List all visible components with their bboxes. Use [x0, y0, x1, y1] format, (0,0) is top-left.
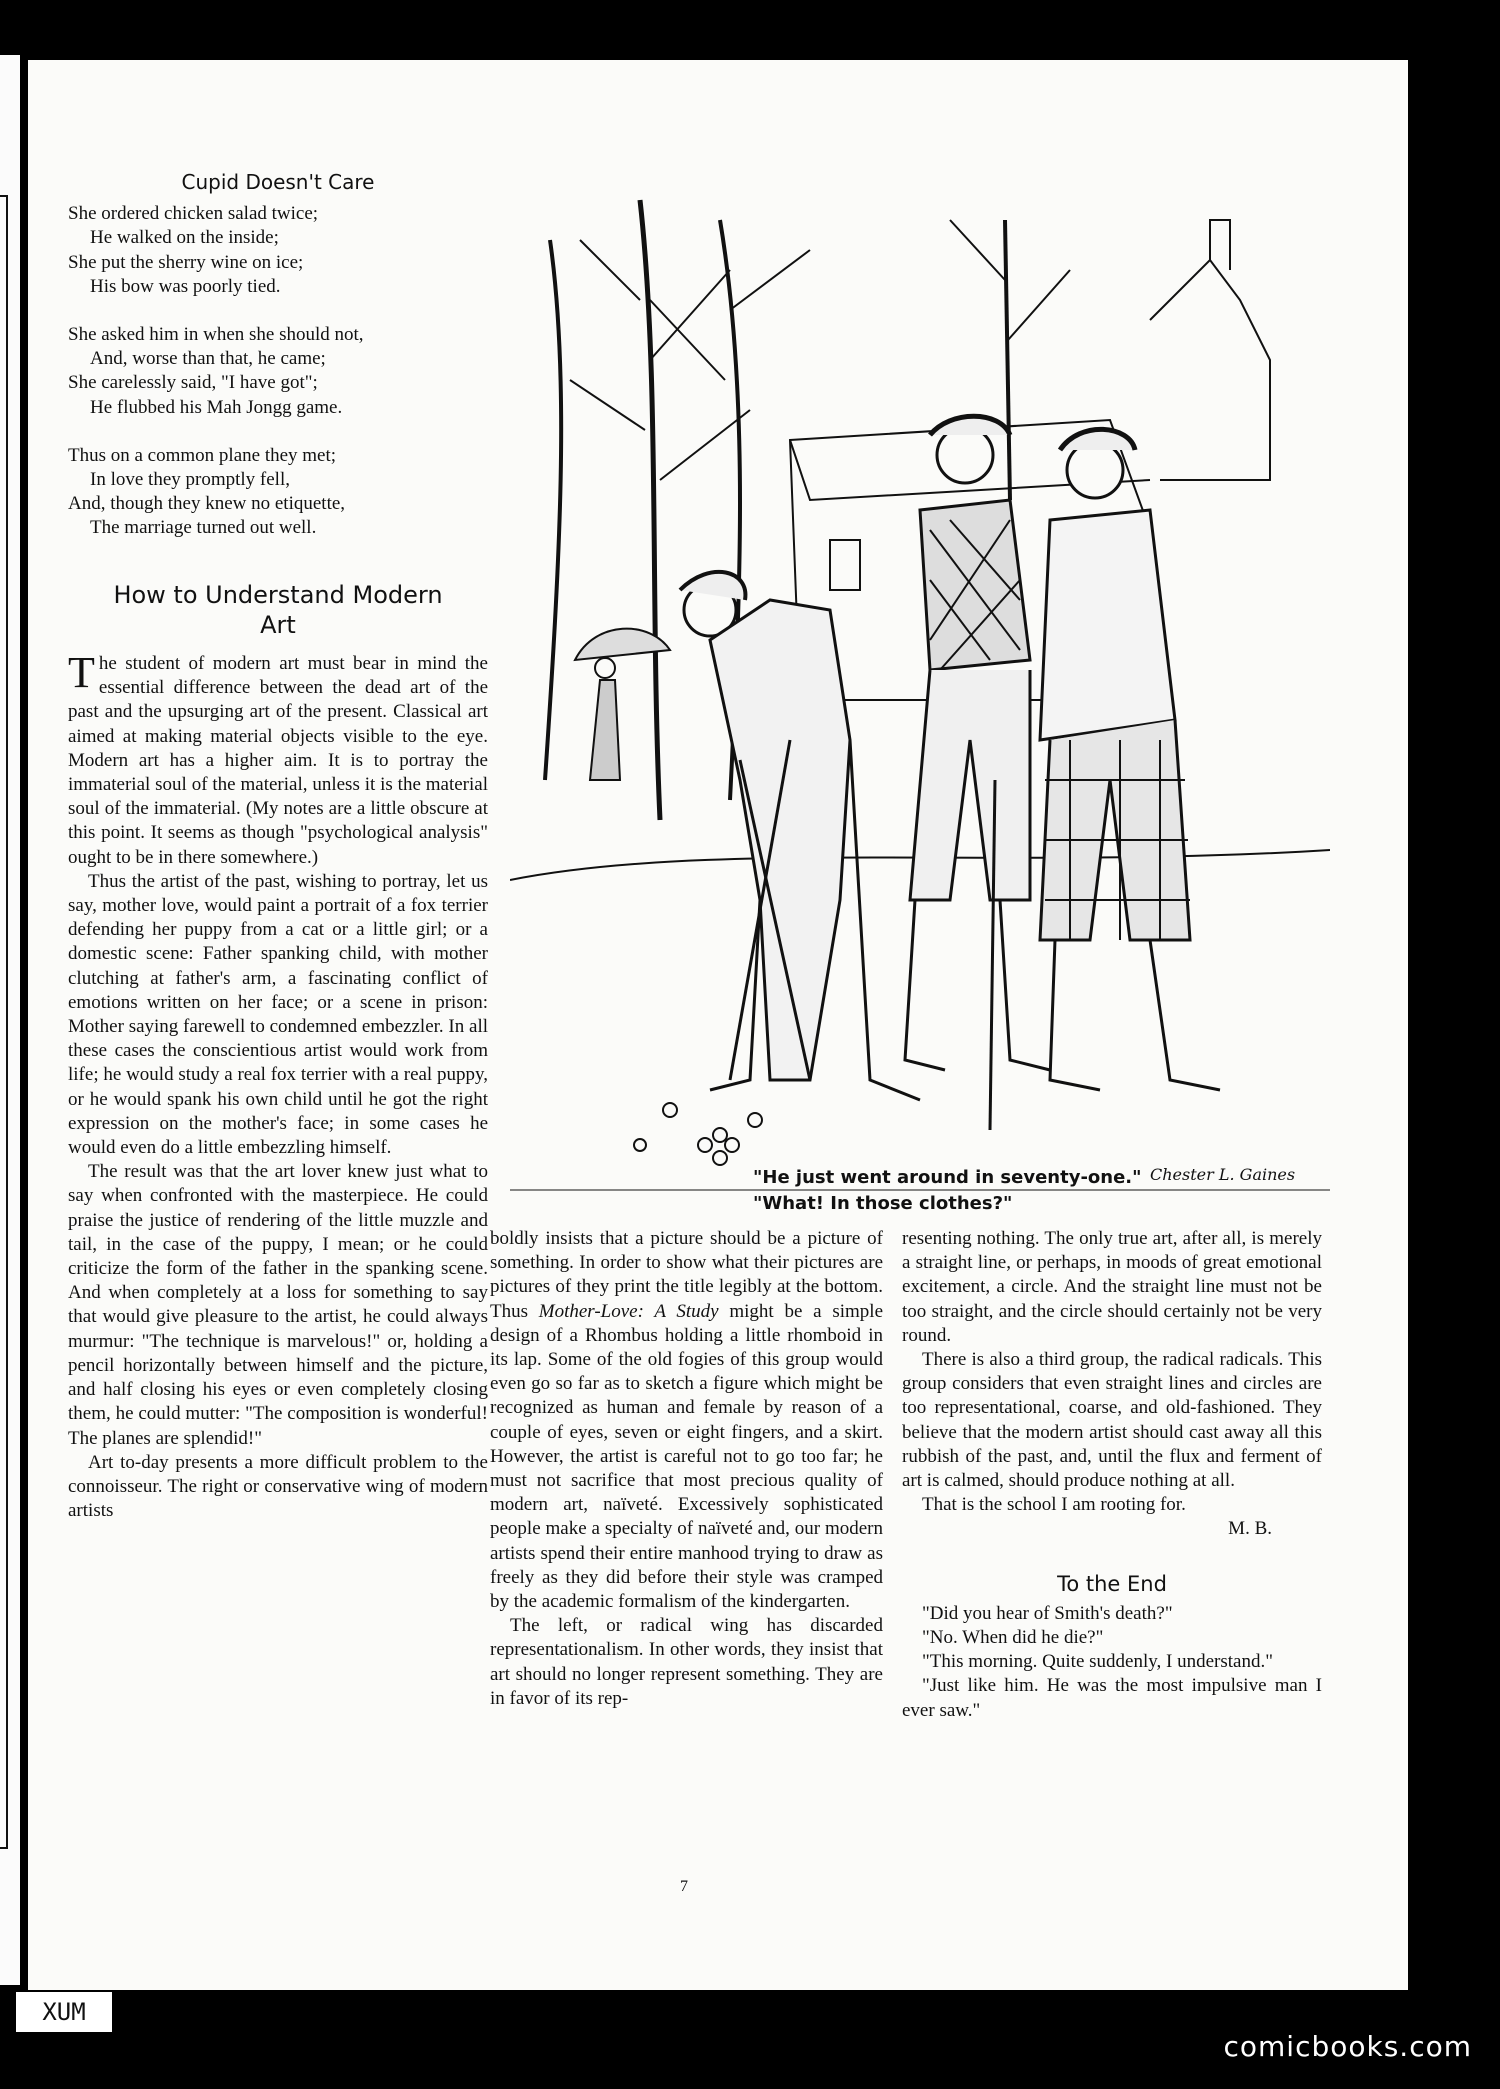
joke-line: "Did you hear of Smith's death?"	[922, 1602, 1173, 1624]
article-paragraph: There is also a third group, the radical radicals. This group considers that even straight lines and circles are too representational, coarse, and old-fashioned. They believe that the modern artist should cast away all this rubbish of the past, and, until the flux and ferment of art is calmed, should produce nothing at all.	[902, 1349, 1322, 1492]
article-paragraph: Thus the artist of the past, wishing to portray, let us say, mother love, would paint a portrait of a fox terrier defending her puppy from a cat or a little girl; or a domestic scene: Father spanking child, with mother clutching at father's arm, a fascinating conflict of emotions written on her face; or a scene in prison: Mother saying farewell to condemned embezzler. In all these cases the conscientious artist would work from life; he would study a real fox terrier with a real puppy, or he would spank his own child until he got the right expression on the mother's face; in some cases he would even do a little embezzling himself.	[68, 870, 488, 1159]
drop-cap: T	[68, 648, 95, 697]
article-paragraph	[68, 648, 488, 870]
artist-signature: Chester L. Gaines	[1150, 1165, 1296, 1184]
poem-line: He walked on the inside;	[90, 227, 279, 249]
article-column-1	[68, 580, 488, 1523]
watermark: comicbooks.com	[1223, 2030, 1472, 2063]
article-paragraph: That is the school I am rooting for.	[922, 1494, 1186, 1516]
poem-stanza	[68, 444, 488, 541]
caption-line1: "He just went around in seventy-one."	[753, 1167, 1142, 1188]
poem-line: She put the sherry wine on ice;	[68, 251, 304, 273]
cartoon-caption	[753, 1165, 1142, 1217]
article-paragraph	[490, 1227, 883, 1614]
article-title-line1: How to Understand Modern	[113, 581, 443, 609]
poem-stanza	[68, 202, 488, 299]
poem-title: Cupid Doesn't Care	[181, 170, 375, 194]
poem-line: And, though they knew no etiquette,	[68, 493, 346, 515]
poem-line: His bow was poorly tied.	[90, 275, 281, 297]
poem-line: And, worse than that, he came;	[90, 348, 326, 370]
facing-page-edge	[0, 55, 20, 1985]
joke-lines	[902, 1602, 1322, 1723]
joke-line: "Just like him. He was the most impulsive man I ever saw."	[902, 1675, 1322, 1721]
article-column-3	[902, 1227, 1322, 1723]
poem-line: In love they promptly fell,	[90, 469, 290, 491]
article-text: he student of modern art must bear in mind the essential difference between the dead art of the past and the upsurging art of the present. Classical art aimed at making material objects visible to the eye. Modern art has a higher aim. It is to portray the immaterial soul of the material, unless it is the material soul of the immaterial. (My notes are a little obscure at this point. It seems as though "psychological analysis" ought to be in there somewhere.)	[68, 653, 488, 868]
article-title-line2: Art	[260, 611, 296, 639]
poem-line: She asked him in when she should not,	[68, 324, 364, 346]
poem-stanzas	[68, 202, 488, 540]
poem-line: Thus on a common plane they met;	[68, 444, 337, 466]
caption-line2: "What! In those clothes?"	[753, 1193, 1013, 1214]
joke-line: "This morning. Quite suddenly, I understand."	[922, 1651, 1273, 1673]
page-number: 7	[680, 1878, 688, 1895]
article-text: boldly insists that a picture should be a picture of something. In order to show what their pictures are pictures of they print the title legibly at the bottom. Thus	[490, 1228, 883, 1322]
poem-cupid	[68, 170, 488, 565]
article-column-2	[490, 1227, 883, 1711]
magazine-page	[28, 60, 1408, 1990]
poem-line: He flubbed his Mah Jongg game.	[90, 396, 343, 418]
golf-cartoon-illustration	[510, 180, 1330, 1210]
poem-line: The marriage turned out well.	[90, 517, 317, 539]
article-title-italic: Mother-Love: A Study	[538, 1300, 719, 1322]
signature: M. B.	[1228, 1518, 1272, 1540]
article-paragraph: The result was that the art lover knew just what to say when confronted with the masterpiece. He could praise the justice of rendering of the little muzzle and tail, in the case of the puppy, I mean; or he could criticize the form of the father in the spanking scene. And when completely at a loss for something to say that would give pleasure to the artist, he could always murmur: "The technique is marvelous!" or, holding a pencil horizontally between himself and the picture, and half closing his eyes or even completely closing them, he could mutter: "The composition is wonderful! The planes are splendid!"	[68, 1161, 488, 1449]
joke-line: "No. When did he die?"	[922, 1627, 1104, 1649]
article-paragraph: resenting nothing. The only true art, after all, is merely a straight line, or perhaps, in moods of great emotional excitement, a circle. And the straight line must not be too straight, and the circle should certainly not be very round.	[902, 1228, 1322, 1346]
poem-stanza	[68, 323, 488, 420]
joke-title: To the End	[1057, 1571, 1167, 1596]
poem-line: She ordered chicken salad twice;	[68, 203, 319, 225]
article-paragraph: Art to-day presents a more difficult problem to the connoisseur. The right or conservative wing of modern artists	[68, 1451, 488, 1522]
article-text: might be a simple design of a Rhombus holding a little rhomboid in its lap. Some of the old fogies of this group would even go so far as to sketch a figure which might be recognized as human and female by reason of a couple of eyes, seven or eight fingers, and a skirt. However, the artist is careful not to go too far; he must not sacrifice that most precious quality of modern art, naïveté. Excessively sophisticated people make a specialty of naïveté and, our modern artists spend their entire manhood trying to draw as freely as they did before their style was cramped by the academic formalism of the kindergarten.	[490, 1300, 883, 1613]
poem-line: She carelessly said, "I have got";	[68, 372, 318, 394]
article-paragraph: The left, or radical wing has discarded representationalism. In other words, they insist that art should no longer represent something. They are in favor of its rep-	[490, 1615, 883, 1709]
article-title	[68, 580, 488, 640]
scanner-tag: XUM	[14, 1990, 114, 2034]
